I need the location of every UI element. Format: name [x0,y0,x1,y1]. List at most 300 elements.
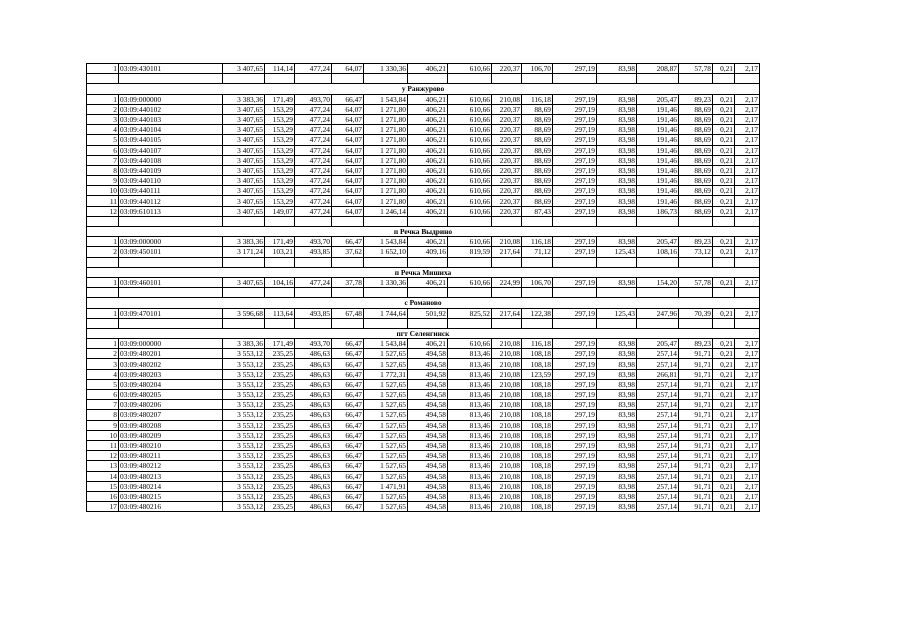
value-cell: 610,66 [448,196,492,206]
empty-cell [448,288,492,298]
value-cell: 64,07 [332,206,364,216]
value-cell: 87,43 [522,206,553,216]
empty-cell [637,216,679,226]
empty-cell [364,216,408,226]
table-row [87,237,760,247]
value-cell: 1 527,65 [364,430,408,440]
value-cell: 83,98 [597,491,637,501]
value-cell: 1 271,80 [364,114,408,124]
empty-cell [735,288,760,298]
value-cell: 1 330,36 [364,64,408,74]
value-cell: 297,19 [553,400,597,410]
value-cell: 220,37 [492,176,522,186]
code-cell: 03:09:440108 [119,155,223,165]
value-cell: 88,69 [522,186,553,196]
value-cell: 2,17 [735,176,760,186]
row-number-cell: 3 [87,114,119,124]
value-cell: 1 246,14 [364,206,408,216]
empty-cell [713,257,735,267]
value-cell: 83,98 [597,125,637,135]
value-cell: 1 652,10 [364,247,408,257]
table-row [87,410,760,420]
table-row [87,308,760,318]
value-cell: 493,85 [295,247,332,257]
value-cell: 114,14 [265,64,295,74]
value-cell: 1 271,80 [364,186,408,196]
value-cell: 0,21 [713,430,735,440]
value-cell: 0,21 [713,104,735,114]
code-cell: 03:09:000000 [119,94,223,104]
value-cell: 3 553,12 [223,359,265,369]
row-number-cell: 7 [87,155,119,165]
value-cell: 3 553,12 [223,390,265,400]
value-cell: 610,66 [448,155,492,165]
value-cell: 91,71 [679,400,713,410]
row-number-cell: 12 [87,451,119,461]
empty-cell [87,216,119,226]
value-cell: 297,19 [553,369,597,379]
value-cell: 494,58 [408,359,448,369]
value-cell: 66,47 [332,94,364,104]
value-cell: 477,24 [295,145,332,155]
value-cell: 88,69 [679,104,713,114]
code-cell: 03:09:450101 [119,247,223,257]
value-cell: 0,21 [713,339,735,349]
value-cell: 494,58 [408,379,448,389]
value-cell: 486,63 [295,420,332,430]
value-cell: 3 553,12 [223,471,265,481]
value-cell: 235,25 [265,349,295,359]
table-row [87,206,760,216]
value-cell: 486,63 [295,430,332,440]
value-cell: 116,18 [522,339,553,349]
value-cell: 113,64 [265,308,295,318]
section-header-row [87,267,760,277]
value-cell: 297,19 [553,471,597,481]
table-row [87,114,760,124]
code-cell: 03:09:480211 [119,451,223,461]
value-cell: 2,17 [735,349,760,359]
value-cell: 210,08 [492,461,522,471]
value-cell: 108,18 [522,379,553,389]
value-cell: 486,63 [295,410,332,420]
value-cell: 257,14 [637,451,679,461]
value-cell: 409,16 [408,247,448,257]
empty-cell [265,288,295,298]
value-cell: 3 407,65 [223,206,265,216]
value-cell: 1 543,84 [364,237,408,247]
value-cell: 486,63 [295,349,332,359]
value-cell: 108,18 [522,390,553,400]
value-cell: 88,69 [679,165,713,175]
value-cell: 235,25 [265,502,295,512]
value-cell: 91,71 [679,420,713,430]
value-cell: 1 330,36 [364,277,408,287]
blank-row [87,216,760,226]
value-cell: 1 527,65 [364,451,408,461]
value-cell: 83,98 [597,379,637,389]
value-cell: 257,14 [637,502,679,512]
value-cell: 494,58 [408,502,448,512]
row-number-cell: 5 [87,135,119,145]
value-cell: 88,69 [679,135,713,145]
table-row [87,196,760,206]
value-cell: 210,08 [492,502,522,512]
value-cell: 235,25 [265,390,295,400]
value-cell: 486,63 [295,451,332,461]
value-cell: 104,16 [265,277,295,287]
empty-cell [87,257,119,267]
value-cell: 1 744,64 [364,308,408,318]
value-cell: 1 471,91 [364,481,408,491]
value-cell: 108,18 [522,420,553,430]
value-cell: 57,78 [679,64,713,74]
tariff-table [86,63,760,512]
value-cell: 819,59 [448,247,492,257]
value-cell: 205,47 [637,237,679,247]
value-cell: 64,07 [332,176,364,186]
value-cell: 813,46 [448,491,492,501]
row-number-cell: 15 [87,481,119,491]
value-cell: 486,63 [295,369,332,379]
value-cell: 66,47 [332,481,364,491]
value-cell: 220,37 [492,125,522,135]
value-cell: 83,98 [597,420,637,430]
value-cell: 1 527,65 [364,491,408,501]
value-cell: 0,21 [713,247,735,257]
value-cell: 406,21 [408,104,448,114]
value-cell: 83,98 [597,114,637,124]
value-cell: 486,63 [295,481,332,491]
value-cell: 0,21 [713,145,735,155]
value-cell: 813,46 [448,430,492,440]
value-cell: 3 407,65 [223,186,265,196]
empty-cell [448,74,492,84]
section-title: п Речка Мишиха [87,267,760,277]
value-cell: 494,58 [408,400,448,410]
empty-cell [553,288,597,298]
value-cell: 493,70 [295,237,332,247]
value-cell: 494,58 [408,481,448,491]
code-cell: 03:09:480203 [119,369,223,379]
value-cell: 3 407,65 [223,114,265,124]
table-row [87,247,760,257]
empty-cell [223,288,265,298]
empty-cell [637,74,679,84]
value-cell: 83,98 [597,471,637,481]
row-number-cell: 9 [87,176,119,186]
empty-cell [597,288,637,298]
value-cell: 66,47 [332,410,364,420]
value-cell: 0,21 [713,165,735,175]
value-cell: 108,18 [522,461,553,471]
section-title: п Речка Выдрино [87,227,760,237]
value-cell: 0,21 [713,461,735,471]
value-cell: 83,98 [597,155,637,165]
empty-cell [713,216,735,226]
row-number-cell: 6 [87,390,119,400]
value-cell: 83,98 [597,481,637,491]
empty-cell [119,257,223,267]
value-cell: 108,18 [522,471,553,481]
value-cell: 1 271,80 [364,165,408,175]
value-cell: 3 407,65 [223,145,265,155]
value-cell: 88,69 [679,206,713,216]
value-cell: 477,24 [295,114,332,124]
value-cell: 210,08 [492,471,522,481]
value-cell: 2,17 [735,359,760,369]
value-cell: 406,21 [408,196,448,206]
value-cell: 83,98 [597,440,637,450]
value-cell: 1 527,65 [364,440,408,450]
value-cell: 2,17 [735,247,760,257]
row-number-cell: 2 [87,247,119,257]
value-cell: 66,47 [332,471,364,481]
value-cell: 3 553,12 [223,440,265,450]
value-cell: 1 527,65 [364,400,408,410]
value-cell: 210,08 [492,451,522,461]
value-cell: 108,18 [522,451,553,461]
value-cell: 257,14 [637,471,679,481]
table-row [87,104,760,114]
empty-cell [553,74,597,84]
row-number-cell: 11 [87,196,119,206]
value-cell: 66,47 [332,349,364,359]
value-cell: 486,63 [295,440,332,450]
empty-cell [637,318,679,328]
value-cell: 235,25 [265,379,295,389]
value-cell: 3 407,65 [223,64,265,74]
value-cell: 406,21 [408,206,448,216]
value-cell: 2,17 [735,94,760,104]
value-cell: 0,21 [713,196,735,206]
row-number-cell: 1 [87,339,119,349]
empty-cell [679,288,713,298]
value-cell: 1 271,80 [364,176,408,186]
value-cell: 813,46 [448,369,492,379]
value-cell: 3 596,68 [223,308,265,318]
value-cell: 0,21 [713,400,735,410]
empty-cell [713,318,735,328]
value-cell: 494,58 [408,440,448,450]
value-cell: 64,07 [332,114,364,124]
code-cell: 03:09:460101 [119,277,223,287]
value-cell: 813,46 [448,502,492,512]
value-cell: 66,47 [332,390,364,400]
value-cell: 2,17 [735,196,760,206]
code-cell: 03:09:430101 [119,64,223,74]
value-cell: 0,21 [713,359,735,369]
value-cell: 2,17 [735,165,760,175]
table-row [87,135,760,145]
blank-row [87,288,760,298]
value-cell: 153,29 [265,104,295,114]
value-cell: 88,69 [679,155,713,165]
table-row [87,277,760,287]
row-number-cell: 8 [87,165,119,175]
empty-cell [265,318,295,328]
value-cell: 83,98 [597,390,637,400]
value-cell: 217,64 [492,247,522,257]
value-cell: 3 553,12 [223,451,265,461]
value-cell: 0,21 [713,94,735,104]
empty-cell [522,74,553,84]
value-cell: 91,71 [679,461,713,471]
table-row [87,176,760,186]
value-cell: 813,46 [448,440,492,450]
empty-cell [364,257,408,267]
value-cell: 88,69 [522,176,553,186]
value-cell: 297,19 [553,186,597,196]
value-cell: 297,19 [553,481,597,491]
row-number-cell: 12 [87,206,119,216]
value-cell: 67,48 [332,308,364,318]
empty-cell [408,74,448,84]
value-cell: 1 543,84 [364,94,408,104]
value-cell: 297,19 [553,64,597,74]
code-cell: 03:09:440104 [119,125,223,135]
value-cell: 88,69 [522,125,553,135]
row-number-cell: 1 [87,308,119,318]
value-cell: 406,21 [408,277,448,287]
table-row [87,451,760,461]
value-cell: 57,78 [679,277,713,287]
value-cell: 210,08 [492,390,522,400]
value-cell: 153,29 [265,165,295,175]
value-cell: 494,58 [408,451,448,461]
value-cell: 257,14 [637,359,679,369]
value-cell: 1 527,65 [364,390,408,400]
value-cell: 813,46 [448,390,492,400]
code-cell: 03:09:480209 [119,430,223,440]
value-cell: 88,69 [679,196,713,206]
value-cell: 91,71 [679,481,713,491]
value-cell: 0,21 [713,64,735,74]
value-cell: 3 553,12 [223,379,265,389]
value-cell: 88,69 [522,135,553,145]
value-cell: 64,07 [332,165,364,175]
value-cell: 610,66 [448,104,492,114]
value-cell: 477,24 [295,277,332,287]
value-cell: 1 527,65 [364,461,408,471]
value-cell: 477,24 [295,64,332,74]
empty-cell [492,216,522,226]
value-cell: 64,07 [332,104,364,114]
value-cell: 297,19 [553,440,597,450]
value-cell: 0,21 [713,114,735,124]
value-cell: 210,08 [492,491,522,501]
value-cell: 91,71 [679,369,713,379]
value-cell: 208,87 [637,64,679,74]
empty-cell [408,257,448,267]
value-cell: 224,99 [492,277,522,287]
value-cell: 191,46 [637,145,679,155]
value-cell: 191,46 [637,104,679,114]
table-row [87,94,760,104]
value-cell: 83,98 [597,94,637,104]
value-cell: 235,25 [265,481,295,491]
table-row [87,471,760,481]
value-cell: 493,70 [295,94,332,104]
value-cell: 477,24 [295,155,332,165]
value-cell: 297,19 [553,176,597,186]
empty-cell [265,257,295,267]
empty-cell [597,318,637,328]
row-number-cell: 13 [87,461,119,471]
value-cell: 91,71 [679,502,713,512]
value-cell: 297,19 [553,308,597,318]
value-cell: 108,18 [522,502,553,512]
section-header-row [87,227,760,237]
value-cell: 494,58 [408,430,448,440]
value-cell: 220,37 [492,135,522,145]
value-cell: 406,21 [408,135,448,145]
code-cell: 03:09:610113 [119,206,223,216]
value-cell: 406,21 [408,339,448,349]
row-number-cell: 1 [87,277,119,287]
row-number-cell: 11 [87,440,119,450]
value-cell: 220,37 [492,206,522,216]
value-cell: 2,17 [735,186,760,196]
table-row [87,400,760,410]
value-cell: 1 527,65 [364,502,408,512]
value-cell: 406,21 [408,145,448,155]
value-cell: 220,37 [492,165,522,175]
table-row [87,64,760,74]
empty-cell [597,74,637,84]
value-cell: 64,07 [332,196,364,206]
empty-cell [119,216,223,226]
value-cell: 210,08 [492,359,522,369]
value-cell: 1 271,80 [364,104,408,114]
value-cell: 205,47 [637,94,679,104]
value-cell: 493,85 [295,308,332,318]
value-cell: 2,17 [735,430,760,440]
value-cell: 0,21 [713,349,735,359]
value-cell: 297,19 [553,135,597,145]
value-cell: 3 553,12 [223,400,265,410]
row-number-cell: 10 [87,186,119,196]
empty-cell [295,318,332,328]
value-cell: 235,25 [265,461,295,471]
value-cell: 3 407,65 [223,176,265,186]
value-cell: 610,66 [448,277,492,287]
value-cell: 153,29 [265,196,295,206]
empty-cell [448,257,492,267]
empty-cell [492,74,522,84]
value-cell: 297,19 [553,379,597,389]
value-cell: 235,25 [265,440,295,450]
value-cell: 108,18 [522,440,553,450]
empty-cell [637,288,679,298]
table-row [87,481,760,491]
empty-cell [332,318,364,328]
value-cell: 297,19 [553,451,597,461]
value-cell: 108,18 [522,491,553,501]
empty-cell [223,74,265,84]
value-cell: 247,96 [637,308,679,318]
value-cell: 257,14 [637,349,679,359]
code-cell: 03:09:480215 [119,491,223,501]
value-cell: 297,19 [553,165,597,175]
code-cell: 03:09:480202 [119,359,223,369]
value-cell: 66,47 [332,461,364,471]
table-row [87,155,760,165]
value-cell: 91,71 [679,379,713,389]
value-cell: 106,70 [522,277,553,287]
empty-cell [522,257,553,267]
value-cell: 88,69 [679,114,713,124]
